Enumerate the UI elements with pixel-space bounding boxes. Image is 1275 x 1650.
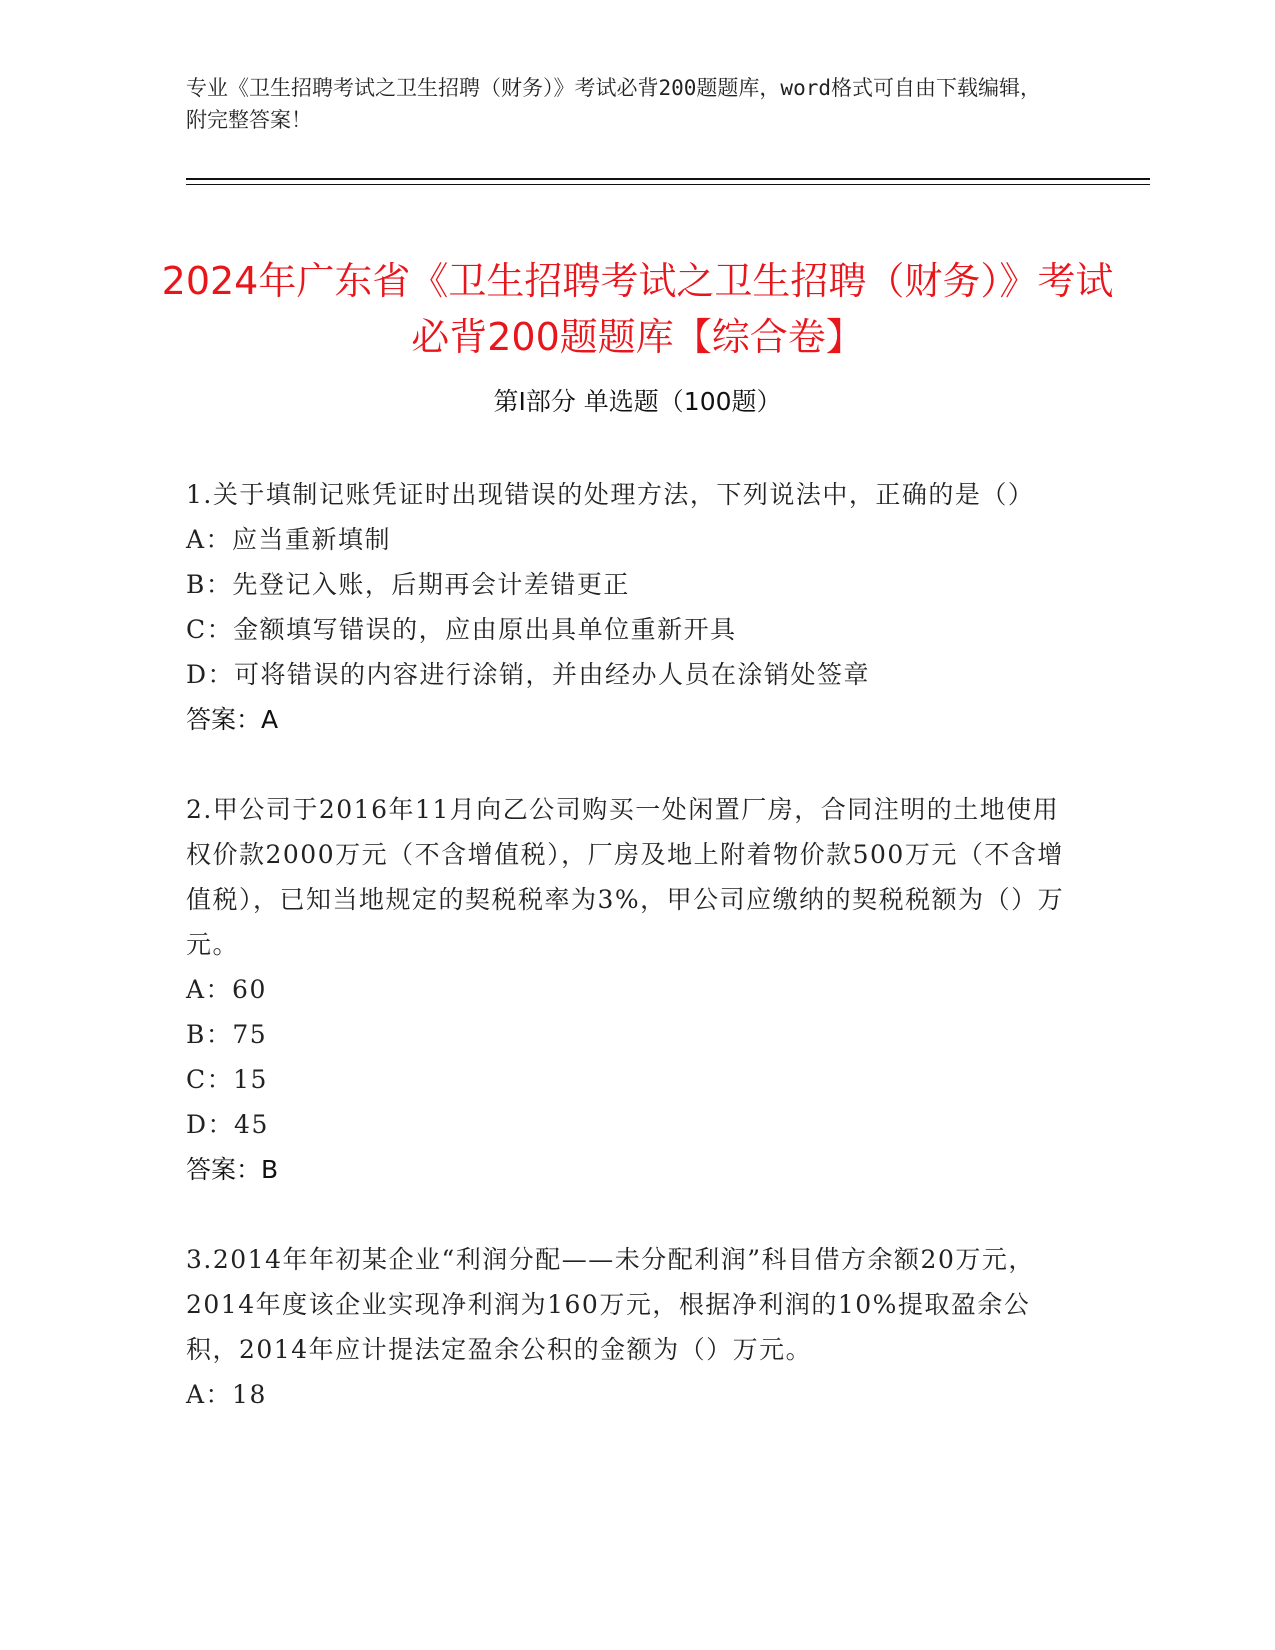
answer: 答案：B	[186, 1155, 279, 1184]
question-2	[186, 787, 1076, 1192]
section-heading: 第I部分 单选题（100题）	[493, 387, 782, 416]
option-b: B：75	[186, 1020, 268, 1049]
option-a: A：60	[186, 975, 267, 1004]
answer: 答案：A	[186, 705, 279, 734]
document-title: 2024年广东省《卫生招聘考试之卫生招聘（财务）》考试必背200题题库【综合卷】	[161, 259, 1114, 360]
option-a: A：应当重新填制	[186, 525, 392, 554]
header-divider-thin	[186, 184, 1150, 185]
question-1	[186, 472, 1076, 742]
option-b: B：先登记入账，后期再会计差错更正	[186, 570, 630, 599]
option-d: D：45	[186, 1110, 269, 1139]
option-c: C：15	[186, 1065, 268, 1094]
option-c: C：金额填写错误的，应由原出具单位重新开具	[186, 615, 737, 644]
question-list	[186, 472, 1076, 1462]
question-stem: 1.关于填制记账凭证时出现错误的处理方法，下列说法中，正确的是（）	[186, 480, 1035, 509]
question-3	[186, 1237, 1076, 1417]
option-a: A：18	[186, 1380, 267, 1409]
header-note: 专业《卫生招聘考试之卫生招聘（财务）》考试必背200题题库，word格式可自由下载编辑，附完整答案！	[186, 76, 1041, 132]
header-divider-thick	[186, 178, 1150, 180]
question-stem: 3.2014年年初某企业“利润分配——未分配利润”科目借方余额20万元，2014年度该企业实现净利润为160万元，根据净利润的10%提取盈余公积，2014年应计提法定盈余公积的金额为（）万元。	[186, 1245, 1035, 1364]
option-d: D：可将错误的内容进行涂销，并由经办人员在涂销处签章	[186, 660, 871, 689]
question-stem: 2.甲公司于2016年11月向乙公司购买一处闲置厂房，合同注明的土地使用权价款2000万元（不含增值税），厂房及地上附着物价款500万元（不含增值税），已知当地规定的契税税率为3%，甲公司应缴纳的契税税额为（）万元。	[186, 795, 1065, 959]
